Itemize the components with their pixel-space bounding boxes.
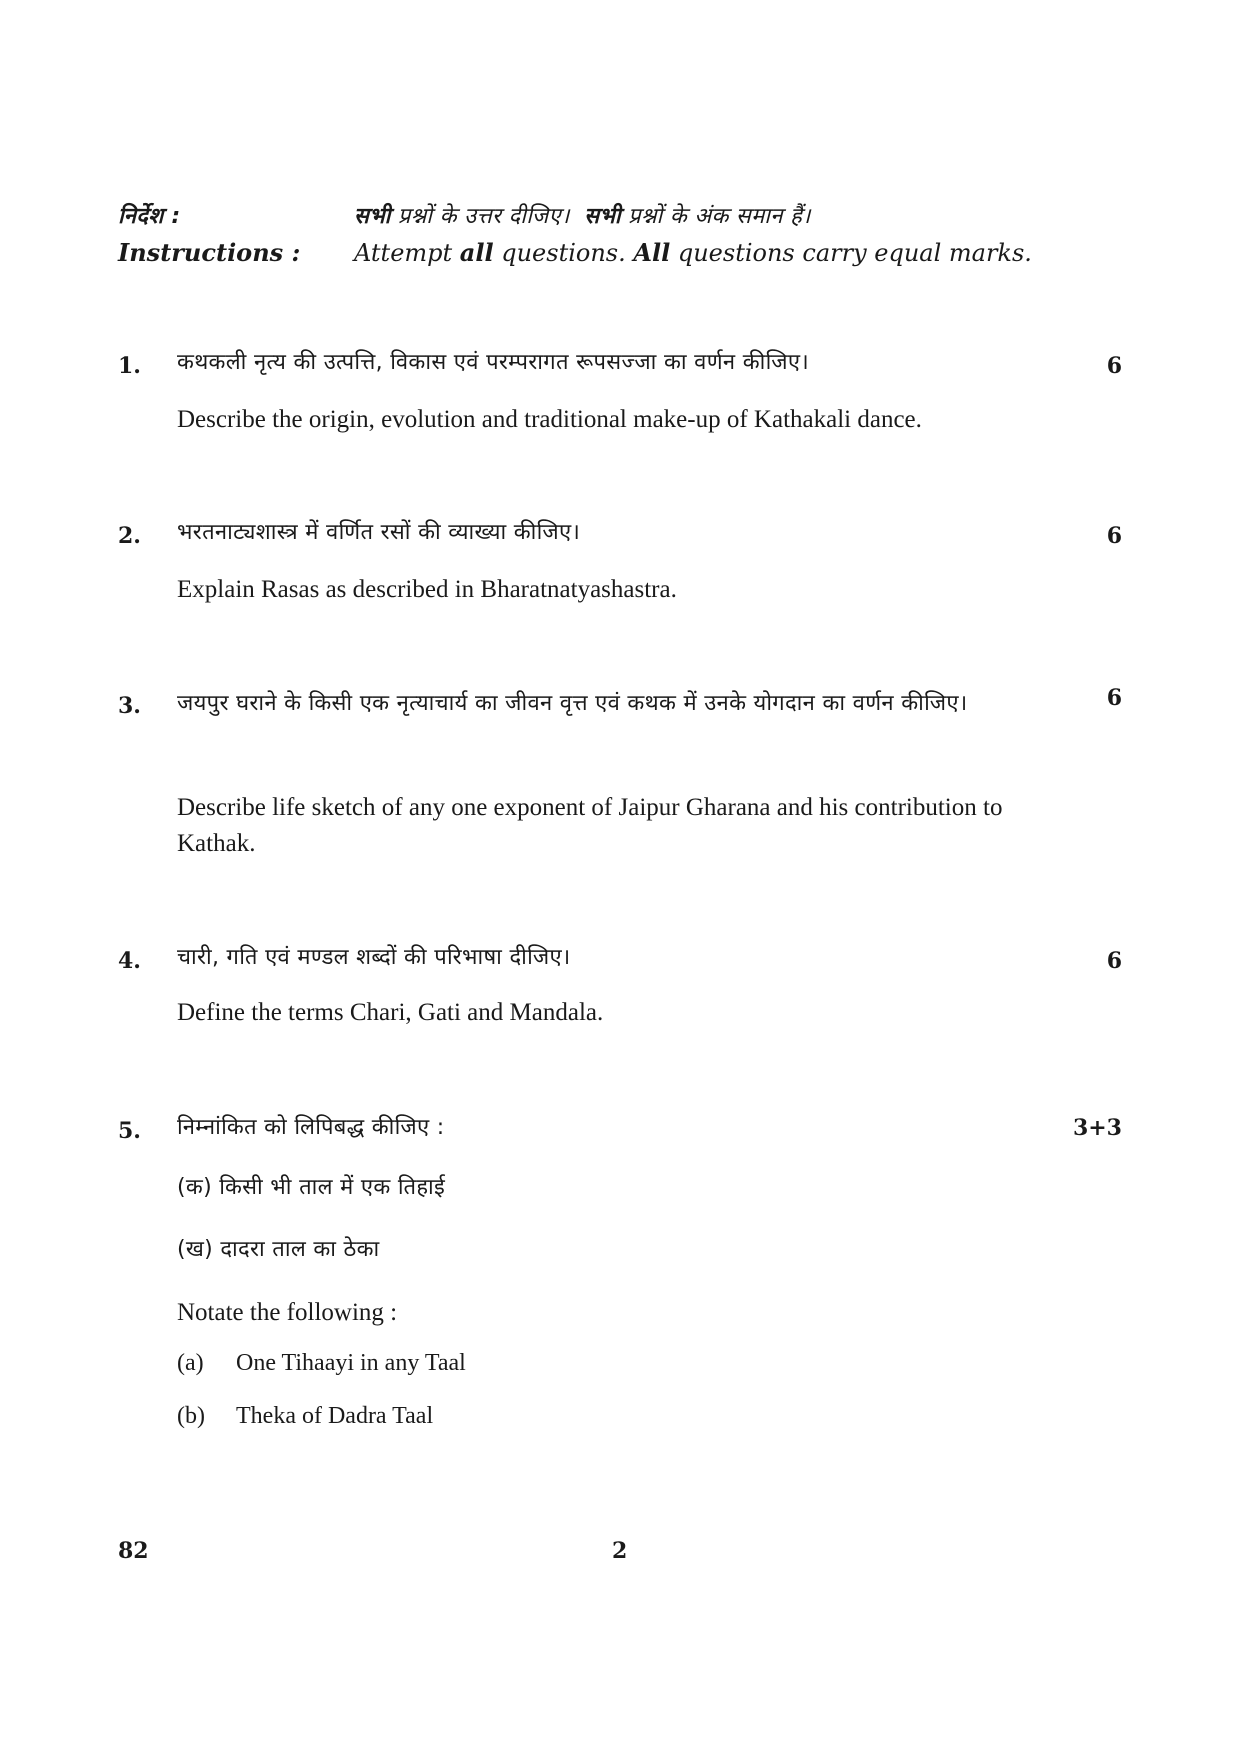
question-number: 1.: [118, 353, 141, 379]
instructions-label-hindi: निर्देश :: [118, 204, 181, 229]
instructions-en-bold-2: All: [633, 238, 671, 267]
sub-item-text: Theka of Dadra Taal: [236, 1403, 434, 1429]
instructions-hi-bold-1: सभी: [354, 204, 391, 229]
question-marks: 6: [1106, 523, 1122, 549]
instructions-en-bold-1: all: [459, 238, 494, 267]
instructions-en-text-3: questions carry equal marks.: [670, 239, 1032, 267]
question-text-hindi: निम्नांकित को लिपिबद्ध कीजिए :: [177, 1115, 445, 1140]
question-number: 3.: [118, 693, 141, 719]
sub-item-text: One Tihaayi in any Taal: [236, 1350, 466, 1376]
question-marks: 6: [1106, 948, 1122, 974]
hindi-sub-item-ka: (क) किसी भी ताल में एक तिहाई: [177, 1175, 446, 1200]
question-number: 5.: [118, 1118, 141, 1144]
instructions-label-english: Instructions :: [118, 238, 301, 267]
question-number: 2.: [118, 523, 141, 549]
hindi-sub-item-kha: (ख) दादरा ताल का ठेका: [177, 1237, 380, 1262]
question-marks: 6: [1106, 353, 1122, 379]
question-marks: 3+3: [1072, 1115, 1122, 1141]
paper-code: 82: [118, 1538, 149, 1564]
instructions-en-text-2: questions.: [493, 239, 634, 267]
question-text-english: Define the terms Chari, Gati and Mandala.: [177, 999, 604, 1026]
sub-item-label: (a): [177, 1350, 204, 1376]
english-sub-item-b: [177, 1403, 877, 1439]
sub-item-label: (b): [177, 1403, 205, 1429]
question-text-english: Notate the following :: [177, 1299, 398, 1326]
question-text-hindi: चारी, गति एवं मण्डल शब्दों की परिभाषा दीजिए।: [177, 945, 571, 970]
instructions-hi-text-2: प्रश्नों के अंक समान हैं।: [620, 204, 811, 229]
question-number: 4.: [118, 948, 141, 974]
question-marks: 6: [1106, 685, 1122, 711]
instructions-en-text-1: Attempt: [354, 239, 460, 267]
question-text-english: Describe life sketch of any one exponent of Jaipur Gharana and his contribution to Kathak.: [177, 794, 1003, 857]
page-number: 2: [612, 1538, 628, 1564]
english-sub-item-a: [177, 1350, 877, 1386]
question-text-hindi: कथकली नृत्य की उत्पत्ति, विकास एवं परम्परागत रूपसज्जा का वर्णन कीजिए।: [177, 350, 810, 375]
question-text-english: Describe the origin, evolution and traditional make-up of Kathakali dance.: [177, 406, 922, 433]
question-text-hindi: भरतनाट्यशास्त्र में वर्णित रसों की व्याख्या कीजिए।: [177, 520, 581, 545]
instructions-hi-bold-2: सभी: [584, 204, 621, 229]
instructions-hi-text-1: प्रश्नों के उत्तर दीजिए।: [390, 204, 570, 229]
question-text-hindi: जयपुर घराने के किसी एक नृत्याचार्य का जीवन वृत्त एवं कथक में उनके योगदान का वर्णन कीजिए।: [177, 691, 968, 716]
question-text-english: Explain Rasas as described in Bharatnatyashastra.: [177, 576, 677, 603]
instructions-text-hindi: [354, 200, 811, 230]
instructions-text-english: [354, 238, 1032, 267]
